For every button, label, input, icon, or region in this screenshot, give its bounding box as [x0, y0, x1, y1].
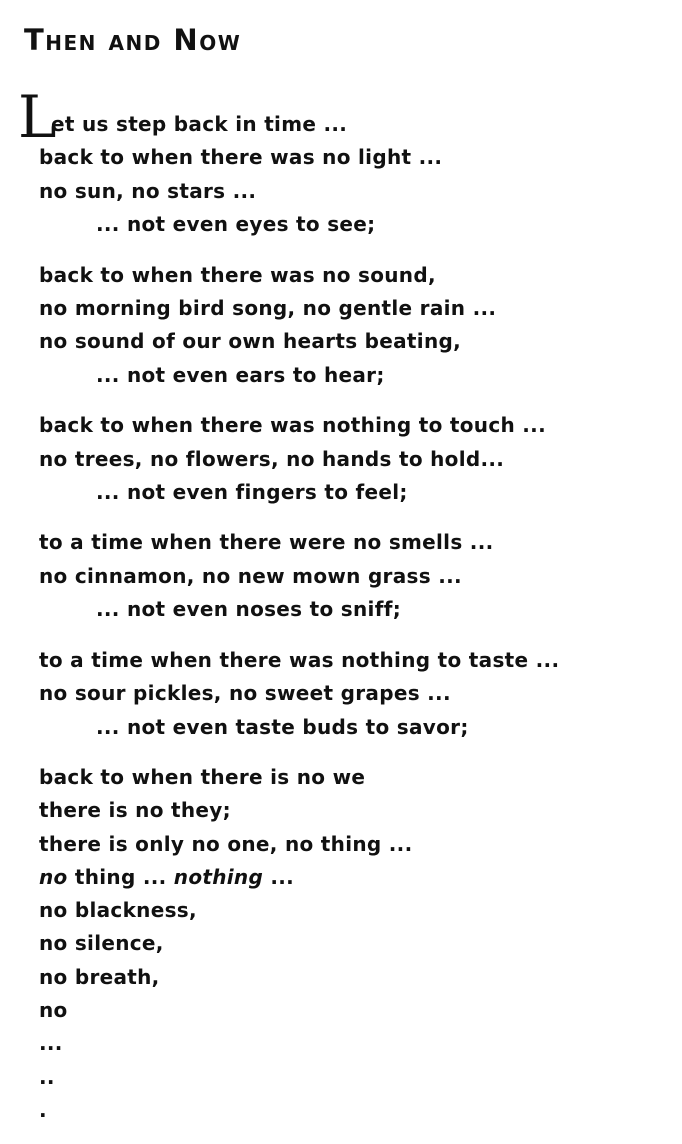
poem-line: no breath,: [39, 964, 160, 989]
poem-line-indented: ... not even taste buds to savor;: [96, 714, 469, 739]
poem-line-indented: ... not even eyes to see;: [96, 212, 376, 237]
stanza-4: [39, 526, 675, 626]
poem-line: back to when there was nothing to touch ...: [39, 413, 546, 438]
stanza-3: [39, 409, 675, 509]
poem-line: there is no they;: [39, 798, 231, 823]
poem-line: no sound of our own hearts beating,: [39, 329, 462, 354]
poem-line: ...: [39, 1031, 63, 1056]
poem-line: to a time when there were no smells ...: [39, 530, 494, 555]
poem-line: no trees, no flowers, no hands to hold...: [39, 446, 505, 471]
stanza-1: [18, 83, 675, 242]
poem-line-indented: ... not even ears to hear;: [96, 362, 385, 387]
italic-word-nothing: nothing: [173, 864, 264, 889]
poem-line: .: [39, 1097, 47, 1122]
poem-line: no blackness,: [39, 898, 197, 923]
poem-line: back to when there was no sound,: [39, 262, 436, 287]
stanza-6: [39, 761, 675, 1127]
poem-line: no morning bird song, no gentle rain ...: [39, 296, 497, 321]
drop-cap: L: [18, 83, 57, 151]
stanza-2: [39, 259, 675, 393]
stanza-5: [39, 644, 675, 744]
italic-word-no: no: [39, 864, 68, 889]
poem-line-indented: ... not even noses to sniff;: [96, 597, 402, 622]
poem-line: ..: [39, 1064, 55, 1089]
poem-line-opening: [18, 83, 675, 151]
poem-line: there is only no one, no thing ...: [39, 831, 413, 856]
poem-line: back to when there is no we: [39, 764, 366, 789]
line-segment: ...: [263, 864, 295, 889]
opening-line-text: et us step back in time ...: [51, 112, 348, 136]
poem-line-italic-mix: [39, 861, 675, 894]
poem-line: to a time when there was nothing to taste ...: [39, 647, 560, 672]
poem-title: Then and Now: [24, 23, 242, 57]
poem-body: [18, 83, 675, 1144]
poem-line: no sour pickles, no sweet grapes ...: [39, 681, 451, 706]
poem-line-indented: ... not even fingers to feel;: [96, 480, 408, 505]
poem-line: no: [39, 997, 68, 1022]
poem-line: no cinnamon, no new mown grass ...: [39, 563, 462, 588]
poem-line: no sun, no stars ...: [39, 178, 257, 203]
line-segment: thing ...: [67, 864, 174, 889]
poem-line: no silence,: [39, 931, 164, 956]
poem-line: back to when there was no light ...: [39, 145, 443, 170]
